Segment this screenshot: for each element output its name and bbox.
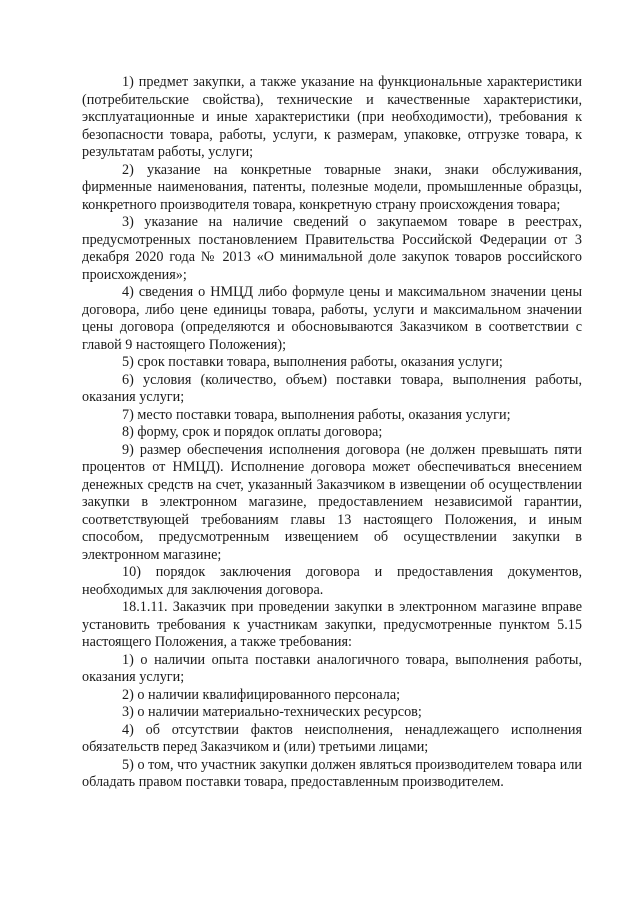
paragraph-clause-18-1-11: 18.1.11. Заказчик при проведении закупки в электронном магазине вправе установить требования к участникам закупки, предусмотренные пунктом 5.15 настоящего Положения, а также требования: bbox=[82, 599, 582, 650]
requirement-item-4: 4) об отсутствии фактов неисполнения, ненадлежащего исполнения обязательств перед Заказчиком и (или) третьими лицами; bbox=[82, 721, 582, 755]
paragraph-item-9: 9) размер обеспечения исполнения договора (не должен превышать пяти процентов от НМЦД). Исполнение договора может обеспечиваться внесением денежных средств на счет, указанный Заказчиком в извещении об осуществлении закупки в электронном магазине, предоставлением независимой гарантии, соответствующей требованиям главы 13 настоящего Положения, и иным способом, предусмотренным извещением об осуществлении закупки в электронном магазине; bbox=[82, 441, 582, 563]
paragraph-item-10: 10) порядок заключения договора и предоставления документов, необходимых для заключения договора. bbox=[82, 564, 582, 598]
paragraph-item-1: 1) предмет закупки, а также указание на функциональные характеристики (потребительские свойства), технические и качественные характеристики, эксплуатационные и иные характеристики (при необходимости), требования к безопасности товара, работы, услуги, к размерам, упаковке, отгрузке товара, к результатам работы, услуги; bbox=[82, 74, 582, 160]
paragraph-item-5: 5) срок поставки товара, выполнения работы, оказания услуги; bbox=[122, 354, 503, 370]
requirement-item-2: 2) о наличии квалифицированного персонала; bbox=[122, 686, 401, 703]
paragraph-item-7: 7) место поставки товара, выполнения работы, оказания услуги; bbox=[122, 406, 511, 423]
paragraph-item-8: 8) форму, срок и порядок оплаты договора; bbox=[122, 424, 383, 440]
document-body bbox=[82, 74, 582, 792]
paragraph-item-6: 6) условия (количество, объем) поставки товара, выполнения работы, оказания услуги; bbox=[82, 371, 582, 405]
requirement-item-5: 5) о том, что участник закупки должен являться производителем товара или обладать правом поставки товара, предоставленным производителем. bbox=[82, 756, 582, 790]
paragraph-item-2: 2) указание на конкретные товарные знаки, знаки обслуживания, фирменные наименования, патенты, полезные модели, промышленные образцы, конкретного производителя товара, конкретную страну происхождения товара; bbox=[82, 161, 582, 213]
paragraph-item-4: 4) сведения о НМЦД либо формуле цены и максимальном значении цены договора, либо цене единицы товара, работы, услуги и максимальном значении цены договора (определяются и обосновываются Заказчиком в соответствии с главой 9 настоящего Положения); bbox=[82, 284, 582, 353]
requirement-item-1: 1) о наличии опыта поставки аналогичного товара, выполнения работы, оказания услуги; bbox=[82, 651, 582, 685]
requirement-item-3: 3) о наличии материально-технических ресурсов; bbox=[122, 704, 422, 720]
paragraph-item-3: 3) указание на наличие сведений о закупаемом товаре в реестрах, предусмотренных постановлением Правительства Российской Федерации от 3 декабря 2020 года № 2013 «О минимальной доле закупок товаров российского происхождения»; bbox=[82, 214, 582, 283]
